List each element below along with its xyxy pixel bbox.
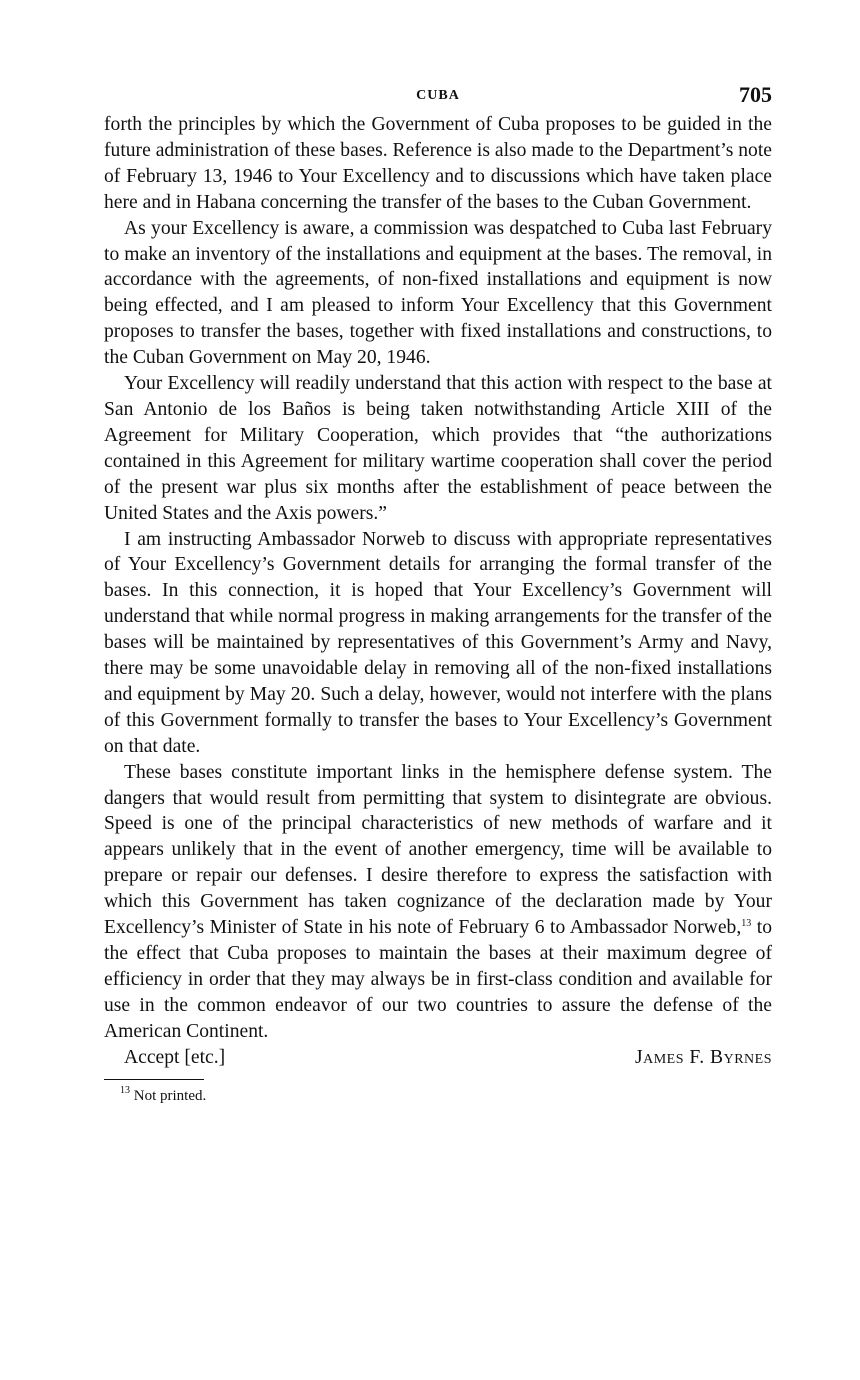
paragraph-3: Your Excellency will readily understand that this action with respect to the base at San Antonio de los Baños is being taken notwithstanding Article XIII of the Agreement for Military Cooperation, which provides that “the authorizations contained in this Agreement for military wartime cooperation shall cover the period of the present war plus six months after the establishment of peace between the United States and the Axis powers.” (104, 373, 772, 524)
footnote-text: Not printed. (133, 1087, 207, 1104)
paragraph-2: As your Excellency is aware, a commission was despatched to Cuba last February to make an inventory of the installations and equipment at the bases. The removal, in accordance with the agreements, of non-fixed installations and equipment is now being effected, and I am pleased to inform Your Excellency that this Government proposes to transfer the bases, together with fixed installations and constructions, to the Cuban Government on May 20, 1946. (104, 217, 772, 369)
footnote-reference: 13 (741, 918, 752, 930)
document-page (104, 82, 772, 1105)
paragraph-1: forth the principles by which the Government of Cuba proposes to be guided in the future administration of these bases. Reference is also made to the Department’s note of February 13, 1946 to Your Excellency and to discussions which have taken place here and in Habana concerning the transfer of the bases to the Cuban Government. (104, 114, 772, 213)
paragraph-5-text-a: These bases constitute important links in the hemisphere defense system. The dangers that would result from permitting that system to disintegrate are obvious. Speed is one of the principal characteristics of new methods of warfare and it appears unlikely that in the event of another emergency, time will be available to prepare or repair our defenses. I desire therefore to express the satisfaction with which this Government has taken cognizance of the declaration made by Your Excellency’s Minister of State in his note of February 6 to Ambassador Norweb, (104, 761, 772, 939)
footnote-divider (104, 1079, 204, 1080)
closing-line (104, 1045, 772, 1071)
page-number: 705 (739, 82, 772, 107)
paragraph-5 (104, 760, 772, 1045)
letter-body (104, 112, 772, 1045)
page-header (104, 82, 772, 112)
footnote (120, 1084, 772, 1105)
paragraph-4: I am instructing Ambassador Norweb to discuss with appropriate representatives of Your Excellency’s Government details for arranging the formal transfer of the bases. In this connection, it is hoped that Your Excellency’s Government will understand that while normal progress in making arrangements for the transfer of the bases will be maintained by representatives of this Government’s Army and Navy, there may be some unavoidable delay in removing all of the non-fixed installations and equipment by May 20. Such a delay, however, would not interfere with the plans of this Government formally to transfer the bases to Your Excellency’s Government on that date. (104, 528, 772, 757)
paragraph-5-text-b: to the effect that Cuba proposes to maintain the bases at their maximum degree of efficiency in order that they may always be in first-class condition and available for use in the common endeavor of our two countries to assure the defense of the American Continent. (104, 917, 773, 1042)
signature: James F. Byrnes (634, 1046, 772, 1068)
running-head: CUBA (416, 88, 460, 103)
complimentary-close: Accept [etc.] (124, 1046, 226, 1068)
footnote-marker: 13 (120, 1084, 130, 1096)
